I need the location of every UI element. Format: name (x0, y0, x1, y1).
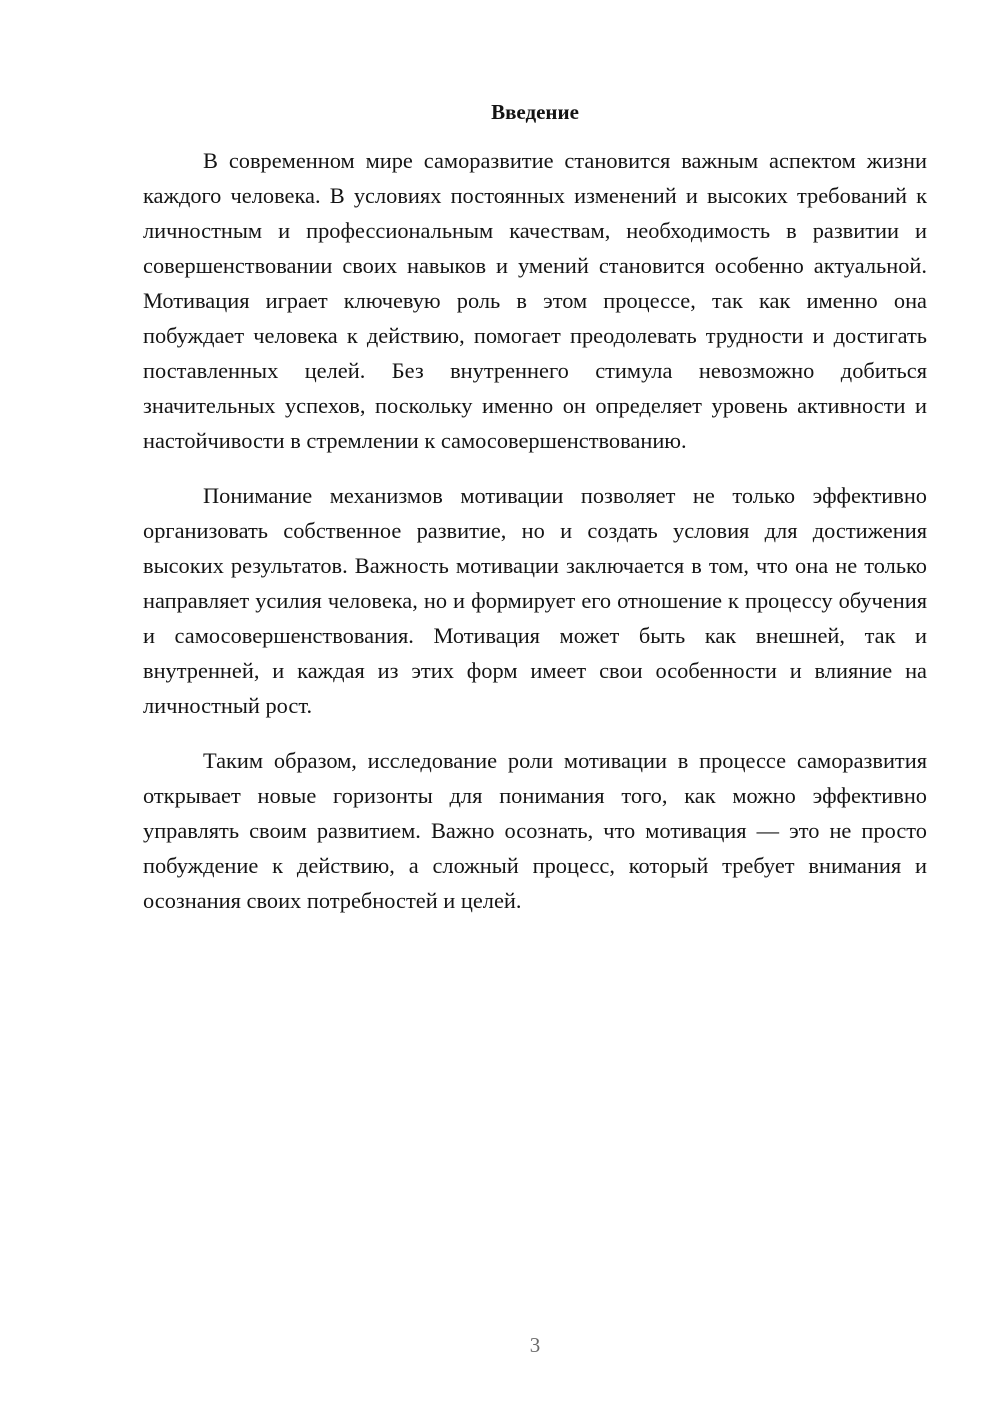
body-text (143, 143, 927, 938)
section-heading: Введение (491, 100, 579, 124)
paragraph-1: В современном мире саморазвитие становится важным аспектом жизни каждого человека. В условиях постоянных изменений и высоких требований к личностным и профессиональным качествам, необходимость в развитии и совершенствовании своих навыков и умений становится особенно актуальной. Мотивация играет ключевую роль в этом процессе, так как именно она побуждает человека к действию, помогает преодолевать трудности и достигать поставленных целей. Без внутреннего стимула невозможно добиться значительных успехов, поскольку именно он определяет уровень активности и настойчивости в стремлении к самосовершенствованию. (143, 148, 927, 453)
paragraph-2: Понимание механизмов мотивации позволяет не только эффективно организовать собственное развитие, но и создать условия для достижения высоких результатов. Важность мотивации заключается в том, что она не только направляет усилия человека, но и формирует его отношение к процессу обучения и самосовершенствования. Мотивация может быть как внешней, так и внутренней, и каждая из этих форм имеет свои особенности и влияние на личностный рост. (143, 483, 927, 718)
page-number: 3 (529, 1333, 541, 1357)
paragraph-3: Таким образом, исследование роли мотивации в процессе саморазвития открывает новые горизонты для понимания того, как можно эффективно управлять своим развитием. Важно осознать, что мотивация — это не просто побуждение к действию, а сложный процесс, который требует внимания и осознания своих потребностей и целей. (143, 748, 927, 913)
